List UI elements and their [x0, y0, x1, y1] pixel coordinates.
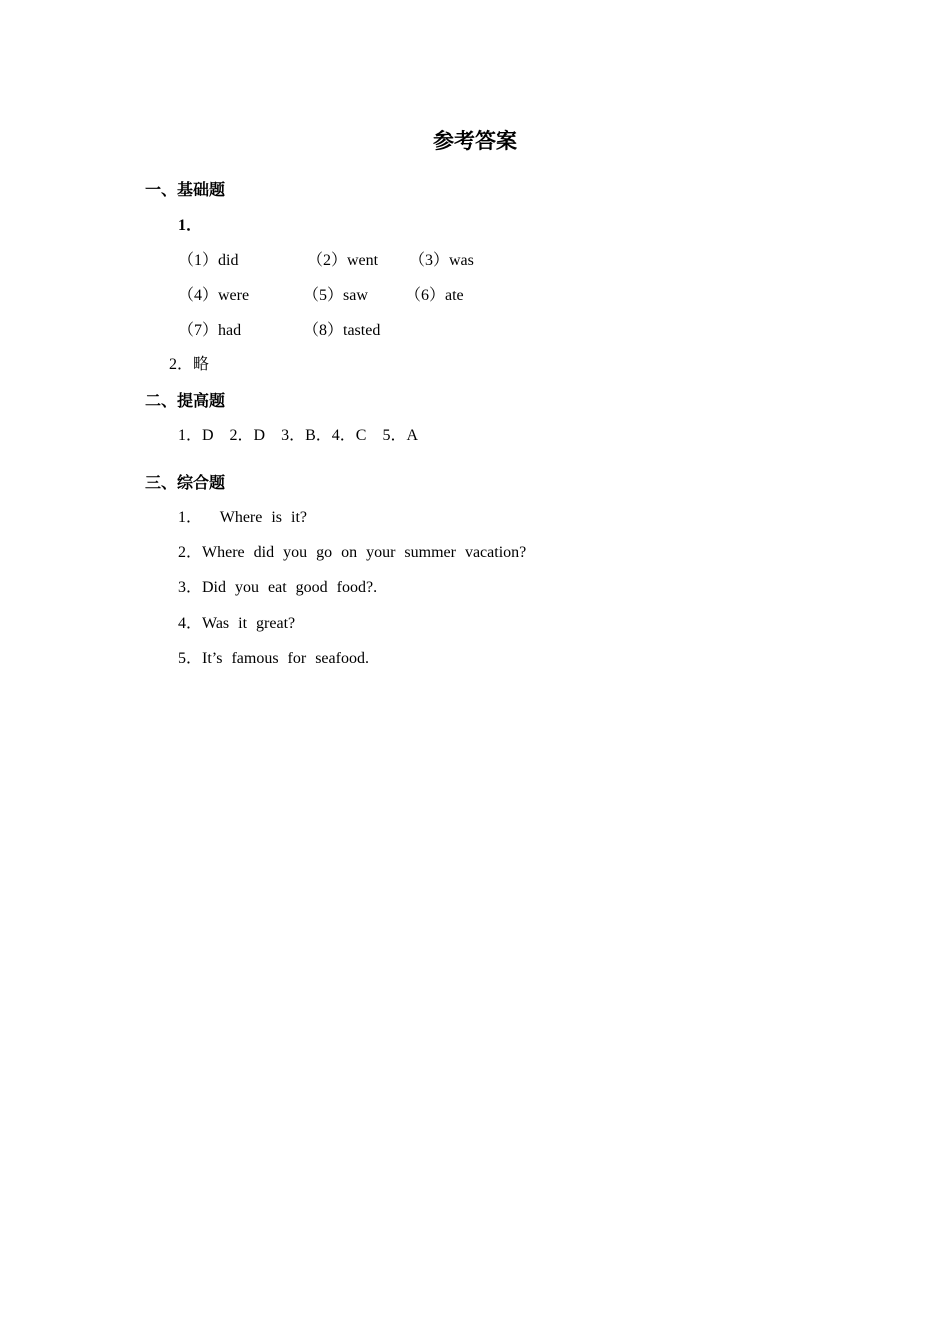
- section-heading-advanced: 二、提高题: [145, 393, 226, 410]
- answer-cell: （2）went: [307, 252, 379, 269]
- comprehensive-item: 2．Where did you go on your summer vacation?: [178, 544, 527, 561]
- answer-cell: （1）did: [178, 252, 239, 269]
- choice-answers: 1．D 2．D 3．B．4．C 5．A: [178, 427, 419, 444]
- comprehensive-item: 3．Did you eat good food?.: [178, 579, 378, 596]
- page-title: 参考答案: [433, 129, 517, 153]
- question-1-label: 1．: [178, 217, 203, 234]
- answer-cell: （7）had: [178, 322, 242, 339]
- answer-cell: （4）were: [178, 287, 250, 304]
- comprehensive-item: 4．Was it great?: [178, 615, 296, 632]
- comprehensive-item: 5．It’s famous for seafood.: [178, 650, 369, 667]
- answer-cell: （6）ate: [405, 287, 464, 304]
- comprehensive-item: 1． Where is it?: [178, 509, 308, 526]
- section-heading-comprehensive: 三、综合题: [145, 475, 226, 492]
- question-2-answer: 2．略: [169, 356, 210, 373]
- answer-cell: （8）tasted: [303, 322, 381, 339]
- answer-cell: （3）was: [409, 252, 474, 269]
- section-heading-basic: 一、基础题: [145, 182, 226, 199]
- answer-cell: （5）saw: [303, 287, 368, 304]
